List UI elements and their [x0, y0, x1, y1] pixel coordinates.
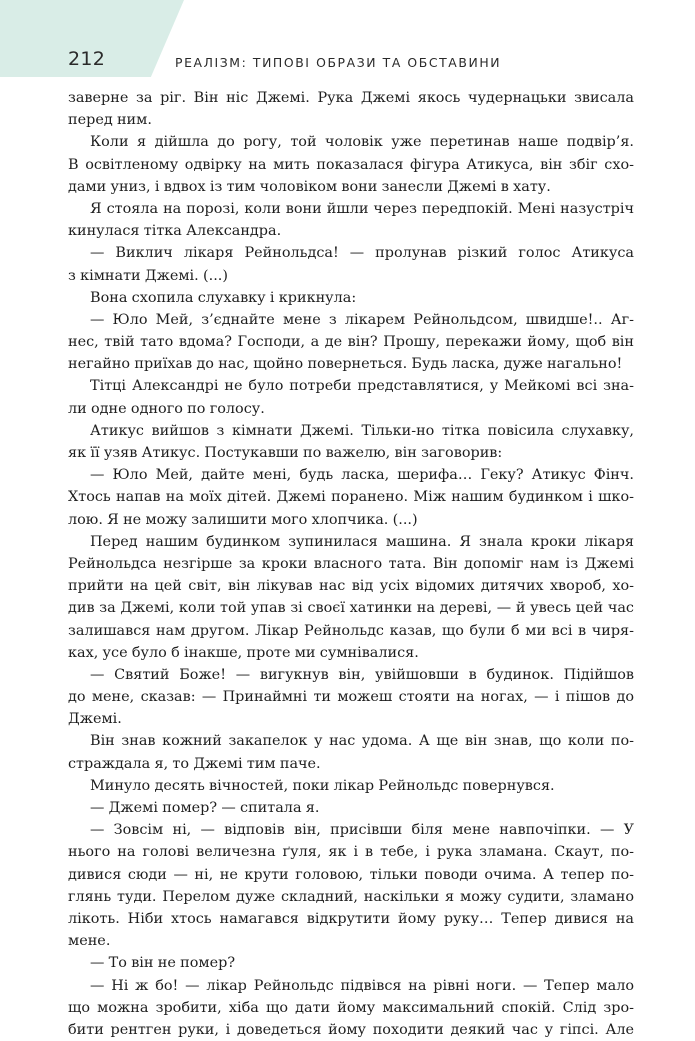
- text-line: нього на голові величезна ґуля, як і в тебе, і рука зламана. Скаут, по-: [68, 844, 634, 861]
- text-line: залишався нам другом. Лікар Рейнольдс казав, що були б ми всі в чиря-: [68, 622, 634, 639]
- text-line: ли одне одного по голосу.: [68, 400, 265, 417]
- text-line: Тітці Александрі не було потреби представлятися, у Мейкомі всі зна-: [90, 378, 634, 395]
- running-title: РЕАЛІЗМ: ТИПОВІ ОБРАЗИ ТА ОБСТАВИНИ: [175, 55, 502, 70]
- text-line: В освітленому одвірку на мить показалася фігура Атикуса, він збіг схо-: [68, 156, 634, 173]
- text-line: див за Джемі, коли той упав зі своєї хатинки на дереві, — й увесь цей час: [68, 600, 634, 617]
- text-line: — Ні ж бо! — лікар Рейнольдс підвівся на рівні ноги. — Тепер мало: [90, 977, 634, 994]
- text-line: Коли я дійшла до рогу, той чоловік уже перетинав наше подвір’я.: [90, 134, 634, 151]
- text-line: — Зовсім ні, — відповів він, присівши біля мене навпочіпки. — У: [90, 822, 634, 839]
- text-line: з кімнати Джемі. (...): [68, 267, 228, 284]
- text-line: як її узяв Атикус. Постукавши по важелю, він заговорив:: [68, 445, 503, 461]
- text-line: дами униз, і вдвох із тим чоловіком вони занесли Джемі в хату.: [68, 178, 551, 195]
- page-number: 212: [68, 48, 106, 70]
- text-line: Я стояла на порозі, коли вони йшли через передпокій. Мені назустріч: [90, 200, 634, 217]
- text-line: Минуло десять вічностей, поки лікар Рейнольдс повернувся.: [90, 777, 555, 794]
- text-line: ках, усе було б інакше, проте ми сумнівалися.: [68, 644, 419, 661]
- text-line: перед ним.: [68, 112, 152, 129]
- text-line: Атикус вийшов з кімнати Джемі. Тільки-но тітка повісила слухавку,: [90, 422, 634, 439]
- text-line: Перед нашим будинком зупинилася машина. Я знала кроки лікаря: [90, 533, 634, 550]
- text-line: нес, твій тато вдома? Господи, а де він? Прошу, перекажи йому, щоб він: [68, 334, 634, 351]
- text-line: — Джемі помер? — спитала я.: [90, 800, 320, 816]
- text-line: заверне за ріг. Він ніс Джемі. Рука Джемі якось чудернацьки звисала: [68, 90, 634, 106]
- text-line: прийти на цей світ, він лікував нас від усіх відомих дитячих хвороб, хо-: [68, 578, 634, 595]
- text-line: бити рентген руки, і доведеться йому походити деякий час у гіпсі. Але: [68, 1021, 634, 1038]
- text-line: — Юло Мей, з’єднайте мене з лікарем Рейнольдсом, швидше!.. Аг-: [90, 311, 634, 328]
- text-line: лікоть. Ніби хтось намагався відкрутити йому руку… Тепер дивися на: [68, 910, 634, 927]
- text-line: — То він не помер?: [90, 955, 236, 972]
- text-line: Вона схопила слухавку і крикнула:: [90, 289, 357, 306]
- text-line: — Святий Боже! — вигукнув він, увійшовши в будинок. Підійшов: [90, 666, 634, 683]
- text-line: — Юло Мей, дайте мені, будь ласка, шерифа… Геку? Атикус Фінч.: [90, 467, 634, 484]
- text-line: Джемі.: [68, 711, 122, 728]
- text-line: Він знав кожний закапелок у нас удома. А ще він знав, що коли по-: [90, 733, 634, 750]
- text-line: що можна зробити, хіба що дати йому максимальний спокій. Слід зро-: [68, 999, 634, 1016]
- text-line: страждала я, то Джемі тим паче.: [68, 755, 321, 772]
- text-line: дивися сюди — ні, не крути головою, тільки поводи очима. А тепер по-: [68, 866, 634, 883]
- text-line: Рейнольдса незгірше за кроки власного тата. Він допоміг нам із Джемі: [68, 555, 634, 572]
- body-text: [68, 87, 634, 1041]
- text-line: кинулася тітка Александра.: [68, 223, 282, 240]
- text-line: — Виклич лікаря Рейнольдса! — пролунав різкий голос Атикуса: [90, 245, 634, 262]
- text-line: негайно приїхав до нас, щойно повернеться. Будь ласка, дуже нагально!: [68, 356, 623, 373]
- text-line: Хтось напав на моїх дітей. Джемі поранено. Між нашим будинком і шко-: [68, 489, 634, 506]
- text-line: лою. Я не можу залишити мого хлопчика. (...): [68, 511, 418, 528]
- text-line: мене.: [68, 933, 111, 950]
- text-line: глянь туди. Перелом дуже складний, наскільки я можу судити, зламано: [68, 888, 634, 905]
- text-line: до мене, сказав: — Принаймні ти можеш стояти на ногах, — і пішов до: [68, 689, 634, 706]
